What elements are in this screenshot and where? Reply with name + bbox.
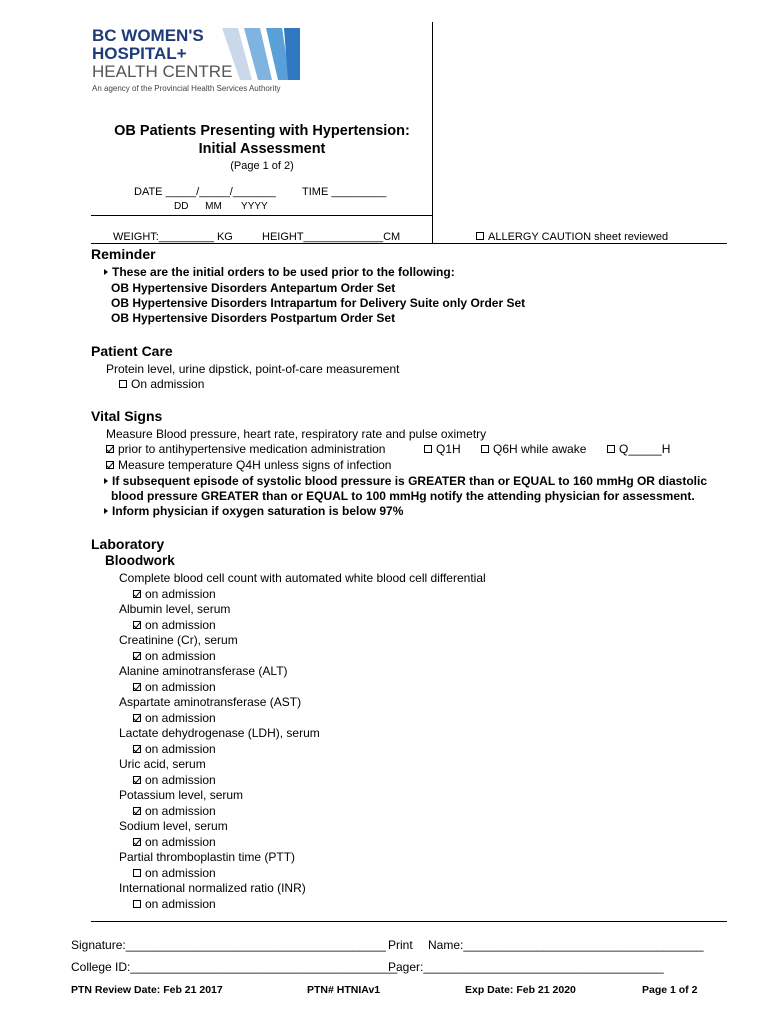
lab-test-option-label: on admission (145, 896, 216, 911)
height-field[interactable]: HEIGHT_____________CM (262, 231, 401, 243)
logo-line-3: HEALTH CENTRE (92, 62, 233, 81)
laboratory-heading: Laboratory (91, 536, 165, 552)
checkbox[interactable] (133, 714, 141, 722)
signature-field[interactable]: Signature:_______________________________________ (71, 938, 386, 952)
reminder-intro: These are the initial orders to be used prior to the following: (104, 265, 455, 279)
bullet-arrow-icon (104, 508, 108, 514)
lab-test-name: International normalized ratio (INR) (119, 881, 306, 895)
lab-test-name: Albumin level, serum (119, 602, 231, 616)
exp-date: Exp Date: Feb 21 2020 (465, 984, 576, 996)
lab-test-option-label: on admission (145, 617, 216, 632)
bullet-arrow-icon (104, 478, 108, 484)
checkbox[interactable] (133, 590, 141, 598)
checkbox[interactable] (133, 869, 141, 877)
page-number: Page 1 of 2 (642, 984, 698, 996)
lab-test-name: Sodium level, serum (119, 819, 228, 833)
fields-divider (91, 243, 727, 244)
vital-signs-line: Measure Blood pressure, heart rate, respiratory rate and pulse oximetry (106, 427, 487, 441)
date-divider (91, 215, 432, 216)
vital-q6h-option[interactable]: Q6H while awake (481, 442, 586, 456)
w-logo-icon (222, 28, 302, 80)
lab-test-option[interactable] (119, 649, 486, 665)
lab-test-option-label: on admission (145, 648, 216, 663)
vital-q-custom-option[interactable]: Q_____H (607, 442, 670, 456)
checkbox[interactable] (607, 445, 615, 453)
patient-care-line: Protein level, urine dipstick, point-of-care measurement (106, 362, 400, 376)
name-field[interactable]: Name:____________________________________ (428, 938, 704, 952)
lab-test-option[interactable] (119, 742, 486, 758)
checkbox[interactable] (133, 776, 141, 784)
lab-test-option-label: on admission (145, 710, 216, 725)
vital-prior-option[interactable]: prior to antihypertensive medication administration (106, 442, 385, 456)
allergy-checkbox[interactable] (476, 232, 484, 240)
lab-test-option-label: on admission (145, 803, 216, 818)
checkbox[interactable] (133, 745, 141, 753)
lab-test-name: Uric acid, serum (119, 757, 206, 771)
ptn-number: PTN# HTNIAv1 (307, 984, 381, 996)
footer-divider (91, 921, 727, 922)
lab-test-option-label: on admission (145, 741, 216, 756)
lab-test-option-label: on admission (145, 834, 216, 849)
vital-note-2: Inform physician if oxygen saturation is below 97% (104, 504, 403, 518)
lab-test-name: Complete blood cell count with automated white blood cell differential (119, 571, 486, 585)
checkbox[interactable] (424, 445, 432, 453)
form-title: OB Patients Presenting with Hypertension: (114, 123, 410, 139)
lab-test-option[interactable] (119, 897, 486, 913)
review-date: PTN Review Date: Feb 21 2017 (71, 984, 223, 996)
lab-test-option[interactable] (119, 804, 486, 820)
checkbox[interactable] (133, 900, 141, 908)
lab-test-option[interactable] (119, 587, 486, 603)
checkbox[interactable] (481, 445, 489, 453)
print-label: Print (388, 938, 413, 952)
lab-test-name: Potassium level, serum (119, 788, 244, 802)
date-format-hint: DD MM YYYY (174, 201, 268, 212)
vital-temp-option[interactable]: Measure temperature Q4H unless signs of infection (106, 458, 391, 472)
college-id-field[interactable]: College ID:________________________________________ (71, 960, 398, 974)
header-divider (432, 22, 433, 244)
date-field[interactable]: DATE _____/_____/_______ (134, 186, 276, 198)
lab-test-option[interactable] (119, 835, 486, 851)
time-field[interactable]: TIME _________ (302, 186, 387, 198)
lab-test-option-label: on admission (145, 772, 216, 787)
lab-test-option[interactable] (119, 773, 486, 789)
lab-test-name: Aspartate aminotransferase (AST) (119, 695, 302, 709)
checkbox[interactable] (106, 445, 114, 453)
allergy-label: ALLERGY CAUTION sheet reviewed (488, 231, 669, 243)
vital-note-1-cont: blood pressure GREATER than or EQUAL to 100 mmHg notify the attending physician for assessment. (111, 489, 695, 503)
lab-test-option-label: on admission (145, 586, 216, 601)
reminder-item: OB Hypertensive Disorders Intrapartum for Delivery Suite only Order Set (111, 296, 526, 310)
lab-test-name: Creatinine (Cr), serum (119, 633, 238, 647)
page-note: (Page 1 of 2) (230, 160, 294, 172)
reminder-item: OB Hypertensive Disorders Antepartum Order Set (111, 281, 396, 295)
checkbox[interactable] (133, 807, 141, 815)
lab-test-option[interactable] (119, 680, 486, 696)
reminder-heading: Reminder (91, 246, 156, 262)
form-subtitle: Initial Assessment (198, 141, 326, 157)
checkbox[interactable] (133, 652, 141, 660)
lab-test-option-label: on admission (145, 865, 216, 880)
checkbox[interactable] (133, 838, 141, 846)
bloodwork-heading: Bloodwork (105, 553, 175, 568)
logo-line-2: HOSPITAL+ (92, 44, 187, 63)
lab-test-option[interactable] (119, 618, 486, 634)
weight-field[interactable]: WEIGHT:_________ KG (113, 231, 233, 243)
checkbox[interactable] (106, 461, 114, 469)
vital-signs-heading: Vital Signs (91, 408, 163, 424)
allergy-option[interactable] (476, 231, 668, 243)
logo-line-1: BC WOMEN'S (92, 26, 204, 45)
reminder-item: OB Hypertensive Disorders Postpartum Order Set (111, 311, 396, 325)
lab-test-option[interactable] (119, 866, 486, 882)
lab-test-name: Alanine aminotransferase (ALT) (119, 664, 288, 678)
checkbox[interactable] (133, 621, 141, 629)
vital-q1h-option[interactable]: Q1H (424, 442, 461, 456)
logo-tagline: An agency of the Provincial Health Services Authority (92, 84, 281, 93)
lab-test-name: Lactate dehydrogenase (LDH), serum (119, 726, 320, 740)
checkbox[interactable] (133, 683, 141, 691)
checkbox[interactable] (119, 380, 127, 388)
patient-care-option[interactable]: On admission (119, 377, 204, 391)
lab-test-option[interactable] (119, 711, 486, 727)
pager-field[interactable]: Pager:____________________________________ (388, 960, 664, 974)
bullet-arrow-icon (104, 269, 108, 275)
patient-care-heading: Patient Care (91, 343, 173, 359)
lab-test-option-label: on admission (145, 679, 216, 694)
lab-test-name: Partial thromboplastin time (PTT) (119, 850, 296, 864)
lab-test-list (119, 571, 486, 912)
vital-note-1: If subsequent episode of systolic blood pressure is GREATER than or EQUAL to 160 mmHg OR diastolic (104, 474, 707, 488)
